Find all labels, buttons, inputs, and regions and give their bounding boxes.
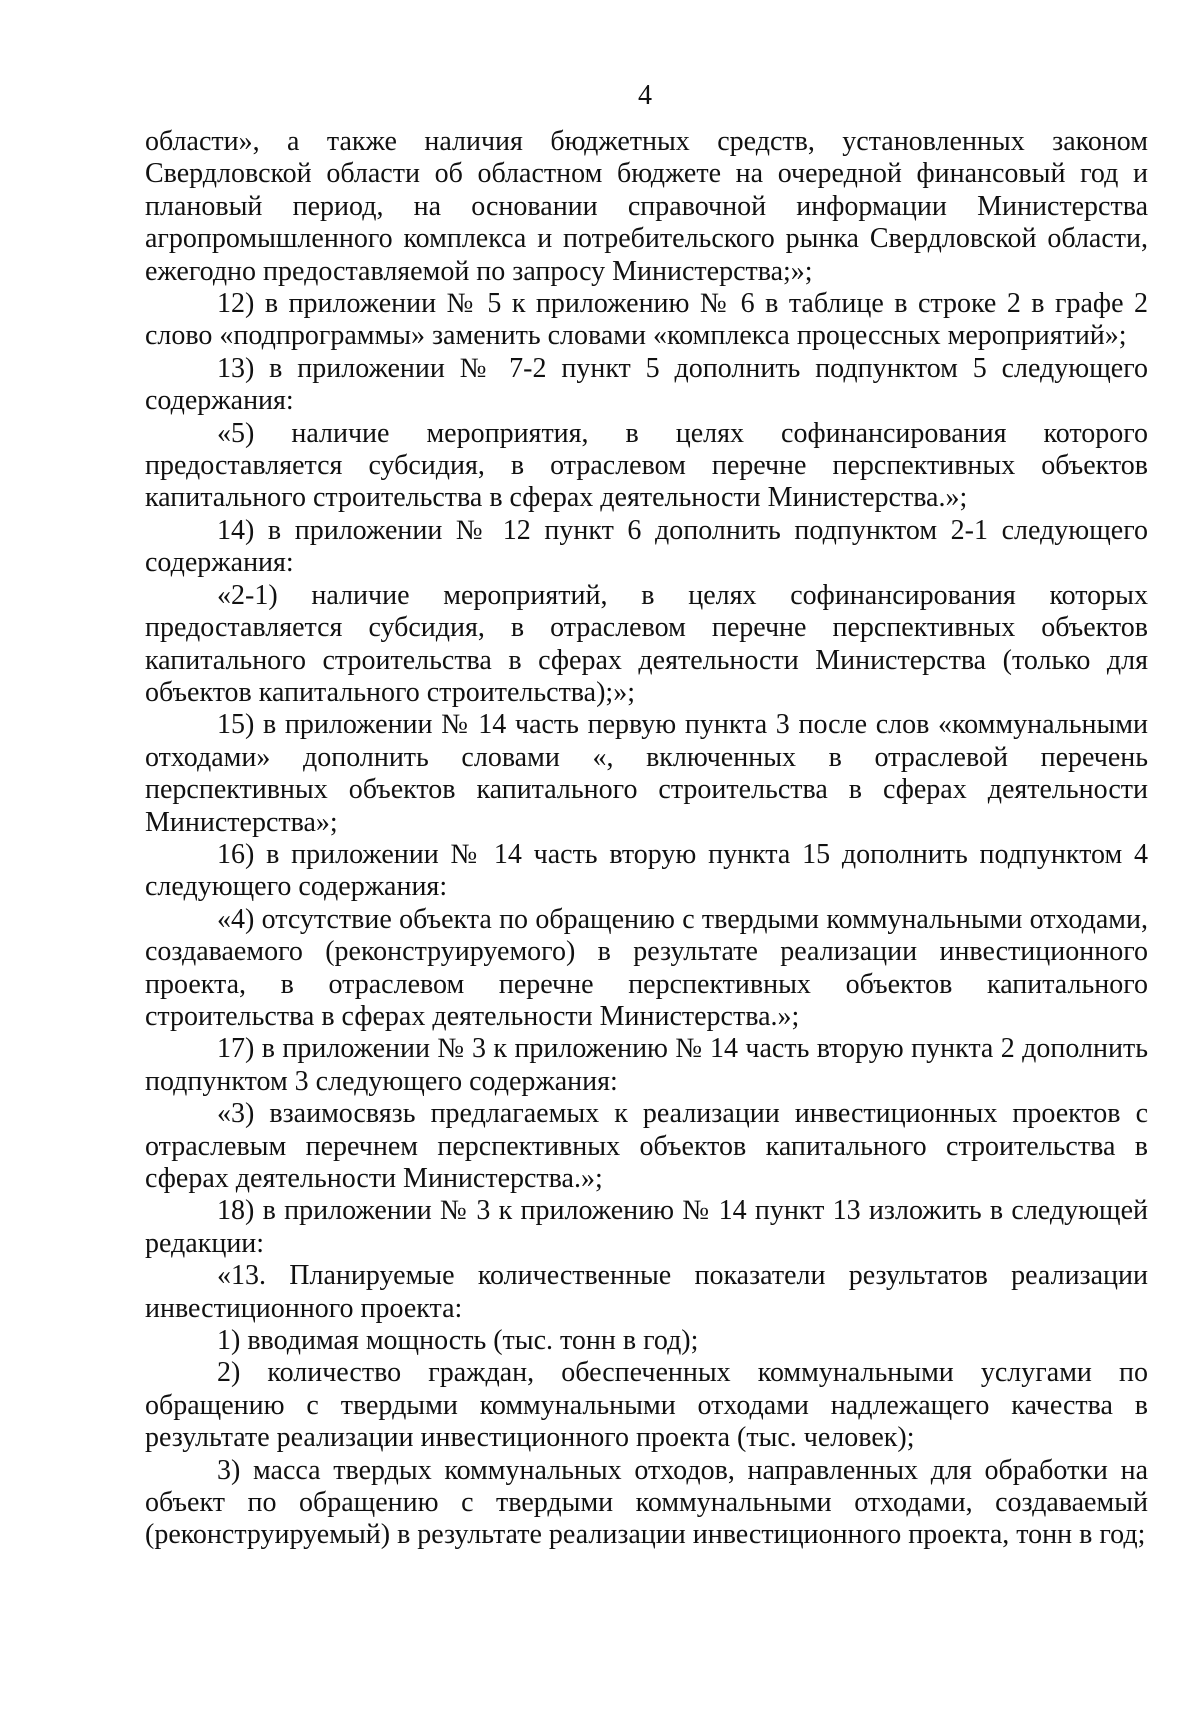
page-number: 4 <box>638 80 652 111</box>
paragraph-item-17: 17) в приложении № 3 к приложению № 14 часть вторую пункта 2 дополнить подпунктом 3 следующего содержания: <box>145 1033 1148 1097</box>
paragraph-subitem-14-2-1: «2-1) наличие мероприятий, в целях софинансирования которых предоставляется субсидия, в отраслевом перечне перспективных объектов капитального строительства в сферах деятельности Министерства (только для объектов капитального строительства);»; <box>145 579 1148 708</box>
paragraph-item-16: 16) в приложении № 14 часть вторую пункта 15 дополнить подпунктом 4 следующего содержания: <box>145 838 1148 903</box>
paragraph-item-18: 18) в приложении № 3 к приложению № 14 пункт 13 изложить в следующей редакции: <box>145 1195 1148 1259</box>
paragraph-continuation: области», а также наличия бюджетных средств, установленных законом Свердловской области об областном бюджете на очередной финансовый год и плановый период, на основании справочной информации Министерства агропромышленного комплекса и потребительского рынка Свердловской области, ежегодно предоставляемой по запросу Министерства;»; <box>145 126 1148 287</box>
document-body <box>145 126 1148 1552</box>
paragraph-subitem-13-5: «5) наличие мероприятия, в целях софинансирования которого предоставляется субсидия, в отраслевом перечне перспективных объектов капитального строительства в сферах деятельности Министерства.»; <box>145 417 1148 514</box>
paragraph-indicator-2: 2) количество граждан, обеспеченных коммунальными услугами по обращению с твердыми коммунальными отходами надлежащего качества в результате реализации инвестиционного проекта (тыс. человек); <box>145 1357 1148 1454</box>
paragraph-item-12: 12) в приложении № 5 к приложению № 6 в таблице в строке 2 в графе 2 слово «подпрограммы» заменить словами «комплекса процессных мероприятий»; <box>145 288 1148 352</box>
paragraph-clause-13: «13. Планируемые количественные показатели результатов реализации инвестиционного проекта: <box>145 1260 1148 1324</box>
paragraph-item-15: 15) в приложении № 14 часть первую пункта 3 после слов «коммунальными отходами» дополнить словами «, включенных в отраслевой перечень перспективных объектов капитального строительства в сферах деятельности Министерства»; <box>145 709 1148 838</box>
paragraph-indicator-3: 3) масса твердых коммунальных отходов, направленных для обработки на объект по обращению с твердыми коммунальными отходами, создаваемый (реконструируемый) в результате реализации инвестиционного проекта, тонн в год; <box>145 1454 1148 1551</box>
paragraph-item-13: 13) в приложении № 7-2 пункт 5 дополнить подпунктом 5 следующего содержания: <box>145 352 1148 417</box>
paragraph-subitem-16-4: «4) отсутствие объекта по обращению с твердыми коммунальными отходами, создаваемого (реконструируемого) в результате реализации инвестиционного проекта, в отраслевом перечне перспективных объектов капитального строительства в сферах деятельности Министерства.»; <box>145 903 1148 1032</box>
paragraph-subitem-17-3: «3) взаимосвязь предлагаемых к реализации инвестиционных проектов с отраслевым перечнем перспективных объектов капитального строительства в сферах деятельности Министерства.»; <box>145 1098 1148 1194</box>
paragraph-indicator-1: 1) вводимая мощность (тыс. тонн в год); <box>217 1325 699 1357</box>
paragraph-item-14: 14) в приложении № 12 пункт 6 дополнить подпунктом 2-1 следующего содержания: <box>145 514 1148 579</box>
